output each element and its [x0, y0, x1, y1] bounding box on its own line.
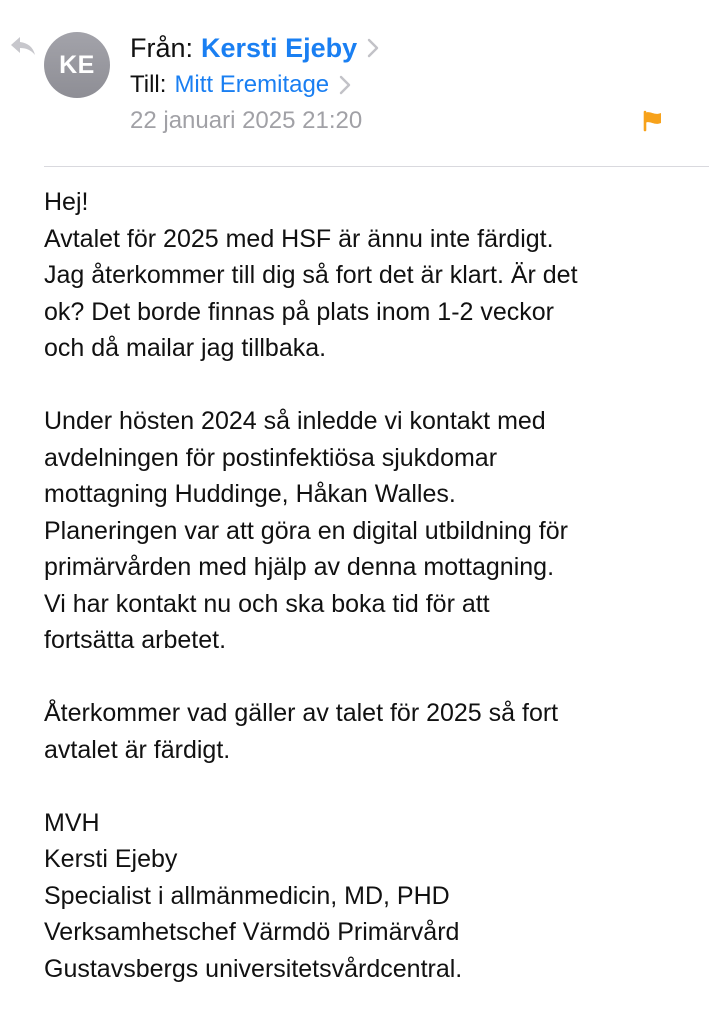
signature-line: Specialist i allmänmedicin, MD, PHD — [44, 881, 450, 910]
avatar[interactable] — [44, 32, 110, 98]
sender-name-link[interactable]: Kersti Ejeby — [201, 32, 358, 63]
body-line: Planeringen var att göra en digital utbildning för — [44, 516, 568, 545]
body-line: avdelningen för postinfektiösa sjukdomar — [44, 443, 498, 472]
body-line: avtalet är färdigt. — [44, 735, 231, 764]
date-row — [130, 104, 362, 138]
signature-line: Gustavsbergs universitetsvårdcentral. — [44, 954, 463, 983]
paragraph-gap — [44, 659, 694, 696]
reply-arrow-icon[interactable] — [8, 34, 38, 58]
signature-line: Kersti Ejeby — [44, 845, 178, 873]
to-label: Till: — [130, 71, 167, 98]
paragraph-gap — [44, 768, 694, 805]
mail-header — [0, 0, 709, 168]
chevron-right-icon[interactable] — [337, 74, 353, 96]
body-line: Återkommer vad gäller av talet för 2025 så fort — [44, 699, 559, 727]
recipient-name-link[interactable]: Mitt Eremitage — [174, 71, 330, 98]
header-divider — [44, 166, 709, 167]
paragraph-greeting — [44, 184, 694, 367]
signature — [44, 805, 694, 988]
body-line: ok? Det borde finnas på plats inom 1-2 veckor — [44, 297, 554, 326]
avatar-initials: KE — [59, 50, 95, 79]
flag-icon[interactable] — [642, 110, 664, 132]
signature-line: MVH — [44, 808, 100, 837]
mail-body — [44, 184, 694, 987]
body-line: Hej! — [44, 188, 89, 216]
body-line: mottagning Huddinge, Håkan Walles. — [44, 480, 456, 508]
from-row — [130, 30, 381, 66]
body-line: Jag återkommer till dig så fort det är klart. Är det — [44, 261, 578, 289]
body-line: Avtalet för 2025 med HSF är ännu inte färdigt. — [44, 224, 554, 253]
paragraph-followup — [44, 695, 694, 768]
from-label: Från: — [130, 32, 194, 63]
signature-line: Verksamhetschef Värmdö Primärvård — [44, 918, 460, 946]
mail-date: 22 januari 2025 21:20 — [130, 107, 363, 134]
paragraph-gap — [44, 367, 694, 404]
paragraph-autumn — [44, 403, 694, 659]
to-row — [130, 68, 353, 102]
body-line: primärvården med hjälp av denna mottagning. — [44, 553, 555, 581]
body-line: Under hösten 2024 så inledde vi kontakt med — [44, 407, 546, 435]
body-line: fortsätta arbetet. — [44, 626, 227, 654]
chevron-right-icon[interactable] — [365, 37, 381, 59]
body-line: och då mailar jag tillbaka. — [44, 334, 327, 362]
body-line: Vi har kontakt nu och ska boka tid för att — [44, 589, 490, 618]
